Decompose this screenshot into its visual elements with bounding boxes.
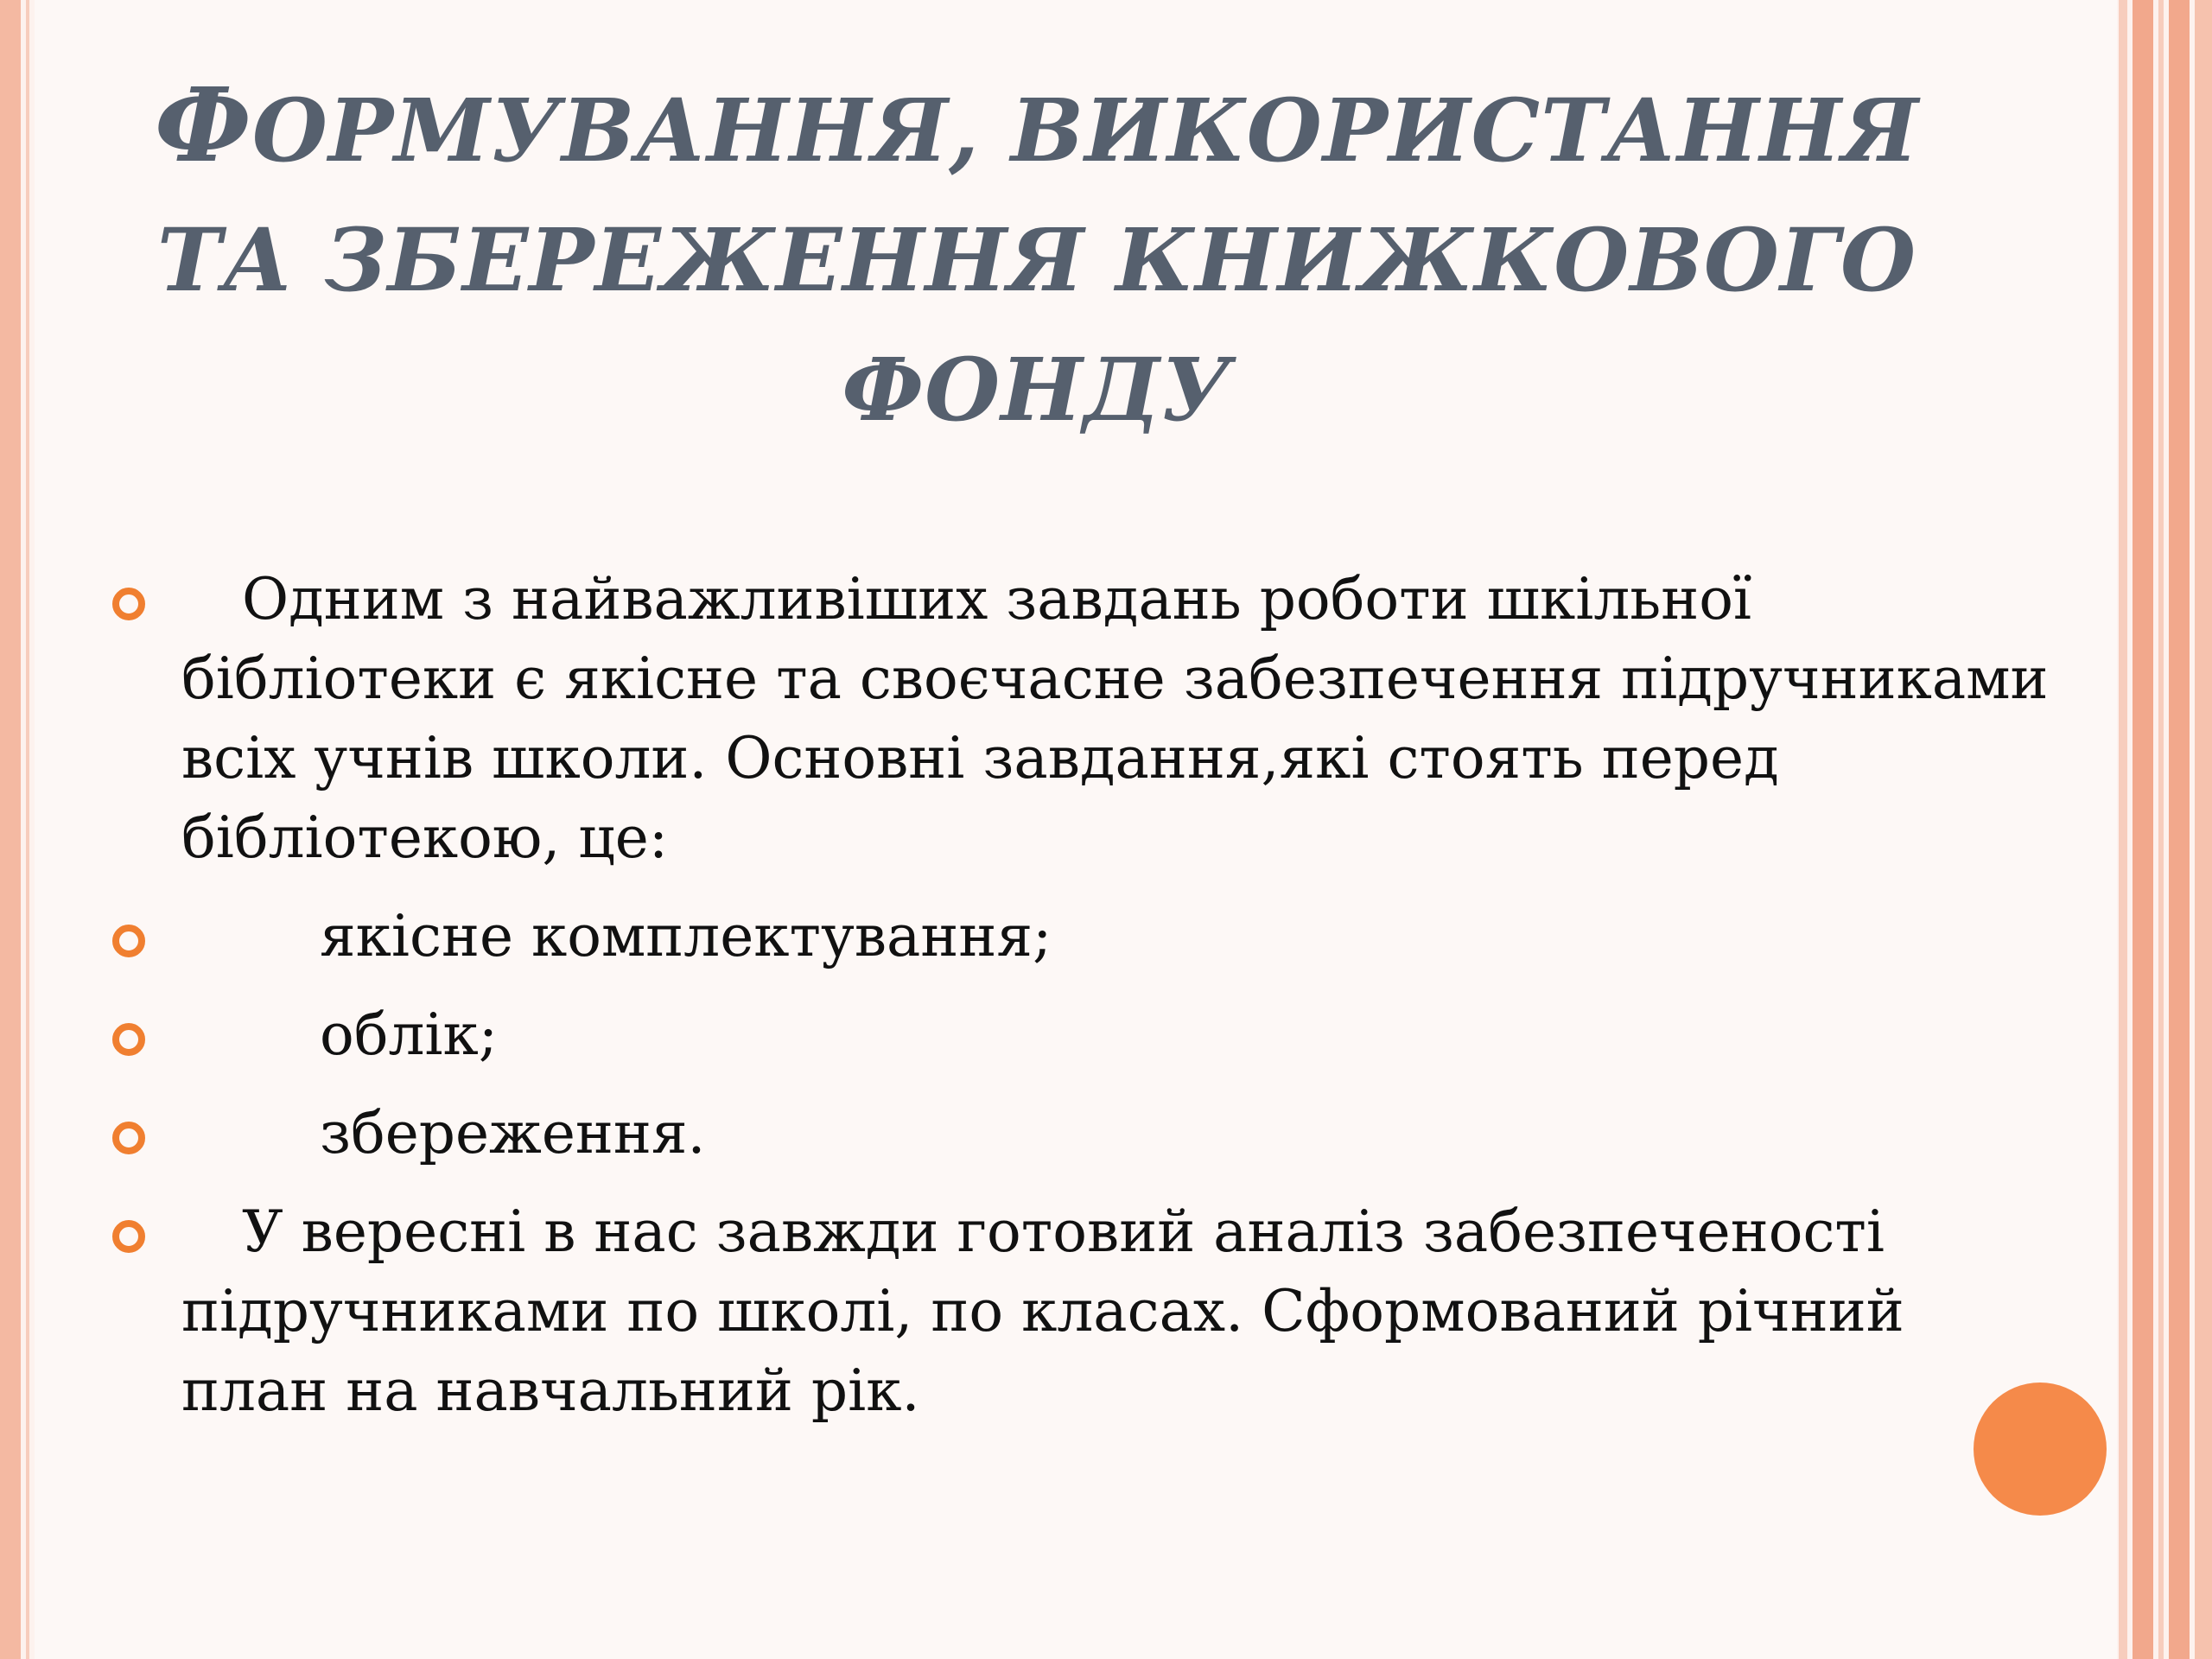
list-item-text-intro: Одним з найважливіших завдань роботи шкільної бібліотеки є якісне та своєчасне забезпечення підручниками всіх учнів школи. Основні завдання,які стоять перед бібліотекою, це: xyxy=(181,566,2049,871)
list-item-text-accounting: облік; xyxy=(320,1001,498,1068)
right-stripe-1 xyxy=(2119,0,2127,1659)
circle-outline-icon xyxy=(112,1220,145,1253)
circle-outline-icon xyxy=(112,1122,145,1154)
list-item-text-preservation: збереження. xyxy=(320,1100,706,1166)
title-line-2: ТА ЗБЕРЕЖЕННЯ КНИЖКОВОГО xyxy=(156,209,1917,311)
title-line-3: ФОНДУ xyxy=(842,339,1232,441)
left-border-stripe xyxy=(0,0,21,1659)
left-border-thin-stripe xyxy=(26,0,29,1659)
list-item xyxy=(112,1094,2065,1173)
bullet-list xyxy=(112,560,2065,1450)
circle-outline-icon xyxy=(112,588,145,620)
circle-outline-icon xyxy=(112,1023,145,1056)
list-item-text-acquisition: якісне комплектування; xyxy=(320,903,1052,969)
right-stripe-4 xyxy=(2169,0,2190,1659)
list-item xyxy=(112,897,2065,976)
slide-title xyxy=(130,60,1944,454)
right-stripe-5 xyxy=(2195,0,2212,1659)
filled-circle-icon xyxy=(1974,1382,2107,1516)
list-item xyxy=(112,1192,2065,1431)
list-item-text-september: У вересні в нас завжди готовий аналіз забезпеченості підручниками по школі, по класах. Сформований річний план на навчальний рік. xyxy=(181,1198,1904,1424)
title-line-1 xyxy=(130,60,1944,195)
title-line-rest: ОРМУВАННЯ, ВИКОРИСТАННЯ xyxy=(251,79,1920,181)
right-stripe-3 xyxy=(2158,0,2164,1659)
title-initial-letter: Ф xyxy=(154,65,252,185)
list-item xyxy=(112,995,2065,1075)
right-stripe-2 xyxy=(2133,0,2153,1659)
list-item xyxy=(112,560,2065,878)
circle-outline-icon xyxy=(112,925,145,957)
